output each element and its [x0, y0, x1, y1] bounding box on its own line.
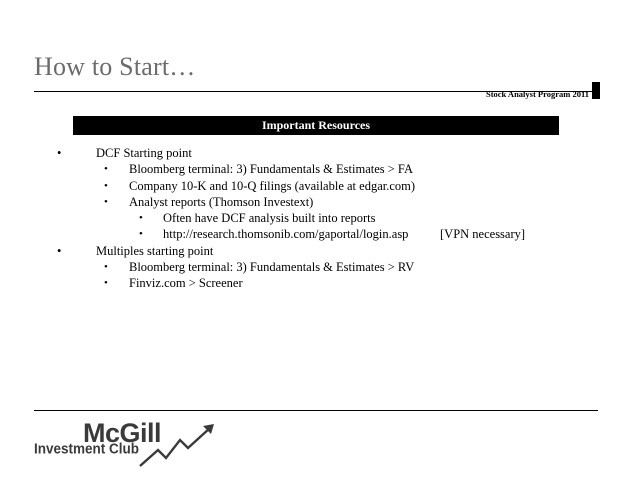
bullet-dot: •	[57, 243, 62, 258]
bullet-dot: •	[57, 146, 62, 160]
bullet-text: Bloomberg terminal: 3) Fundamentals & Estimates > FA	[129, 162, 413, 177]
resources-heading: Important Resources	[261, 118, 371, 132]
logo-subtitle: Investment Club	[34, 440, 140, 457]
bullet-dot: •	[139, 212, 143, 225]
bullet-text: Multiples starting point	[96, 243, 214, 258]
bullet-text: Company 10-K and 10-Q filings (available at edgar.com)	[129, 178, 416, 193]
bullet-text: DCF Starting point	[96, 146, 192, 160]
bullet-dot: •	[104, 179, 108, 192]
rising-chart-arrow-icon	[30, 420, 230, 470]
list-item	[0, 243, 638, 259]
bullet-text: Often have DCF analysis built into reports	[163, 211, 376, 226]
list-item	[0, 161, 638, 177]
list-item	[0, 275, 638, 291]
corner-block-mark	[592, 82, 600, 99]
portal-link[interactable]: http://research.thomsonib.com/gaportal/login.asp	[163, 227, 409, 242]
footer-divider	[34, 410, 598, 411]
slide-title: How to Start…	[34, 52, 196, 81]
list-item	[0, 145, 638, 161]
resources-heading-bar	[73, 116, 559, 135]
list-item	[0, 194, 638, 210]
bullet-dot: •	[139, 228, 143, 241]
list-item	[0, 178, 638, 194]
vpn-note: [VPN necessary]	[440, 227, 526, 242]
bullet-list	[0, 145, 638, 292]
program-label: Stock Analyst Program 2011	[485, 89, 589, 99]
bullet-text: Bloomberg terminal: 3) Fundamentals & Estimates > RV	[129, 260, 415, 275]
logo-name: McGill	[83, 418, 162, 448]
bullet-dot: •	[104, 195, 108, 208]
bullet-text: Analyst reports (Thomson Investext)	[129, 194, 314, 209]
list-item	[0, 210, 638, 226]
bullet-dot: •	[104, 163, 108, 176]
bullet-dot: •	[104, 277, 108, 290]
list-item	[0, 226, 638, 242]
bullet-dot: •	[104, 261, 108, 274]
list-item	[0, 259, 638, 275]
bullet-text: Finviz.com > Screener	[129, 276, 243, 291]
